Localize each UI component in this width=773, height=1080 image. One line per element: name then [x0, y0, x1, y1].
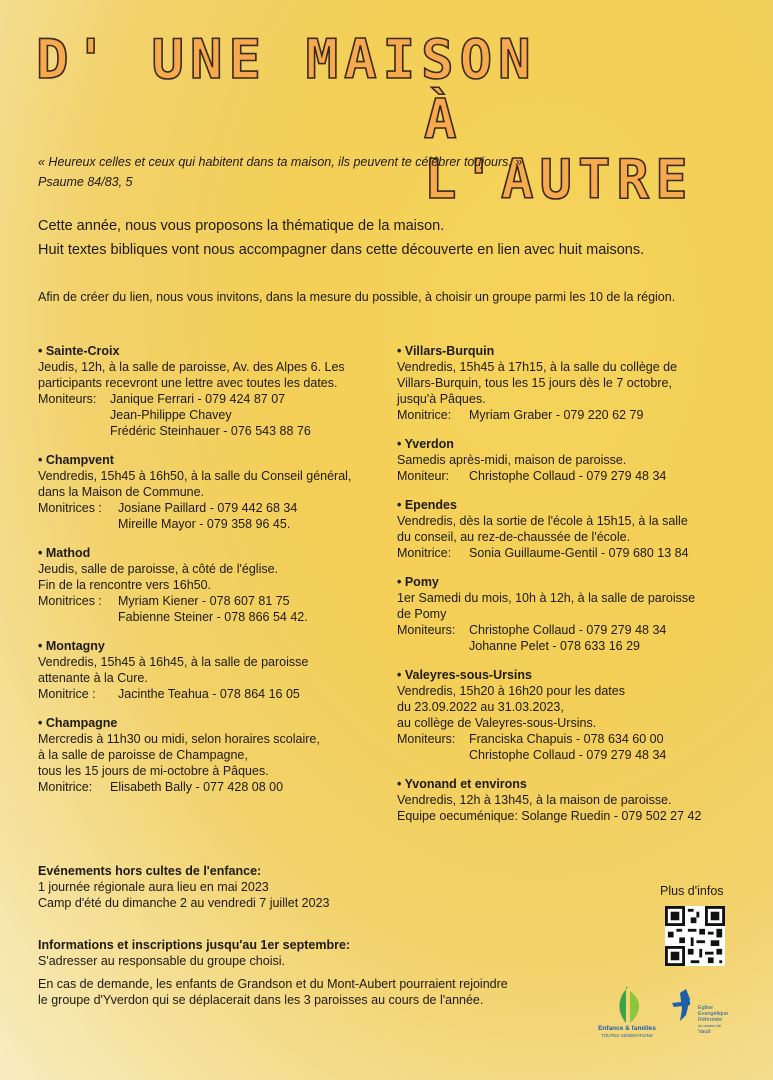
leader-label — [38, 516, 118, 532]
group-description-line: Vendredis, 12h à 13h45, à la maison de paroisse. — [397, 793, 672, 807]
group-name: • Montagny — [38, 639, 105, 653]
leader-row — [38, 423, 388, 439]
group-description-line: Vendredis, 15h45 à 17h15, à la salle du collège de — [397, 360, 678, 374]
leader-row — [397, 731, 747, 747]
group-entry — [38, 452, 388, 532]
eerv-line-5: Vaud — [698, 1029, 711, 1035]
qr-code-icon[interactable] — [665, 906, 725, 966]
group-description-line: Jeudis, 12h, à la salle de paroisse, Av. des Alpes 6. Les — [38, 360, 345, 374]
events-block — [38, 863, 329, 911]
group-name: • Villars-Burquin — [397, 344, 495, 358]
group-description-line: Vendredis, 15h45 à 16h45, à la salle de paroisse — [38, 655, 309, 669]
events-line: Camp d'été du dimanche 2 au vendredi 7 juillet 2023 — [38, 896, 330, 910]
group-description-line: de Pomy — [397, 607, 447, 621]
leaf-icon — [590, 985, 665, 1040]
group-name: • Ependes — [397, 498, 457, 512]
group-description-line: du conseil, au rez-de-chaussée de l'école. — [397, 530, 631, 544]
leader-label: Monitrice: — [38, 780, 93, 794]
groups-left-column — [38, 343, 388, 808]
group-entry — [38, 638, 388, 702]
group-description-line: à la salle de paroisse de Champagne, — [38, 748, 248, 762]
leader-contact: Fabienne Steiner - 078 866 54 42. — [118, 610, 308, 624]
group-description-line: dans la Maison de Commune. — [38, 485, 205, 499]
group-entry — [38, 715, 388, 795]
leader-contact: Jean-Philippe Chavey — [110, 408, 232, 422]
leader-label: Monitrices : — [38, 594, 102, 608]
leader-label: Monitrices : — [38, 501, 102, 515]
leader-row — [397, 638, 747, 654]
bible-quote — [38, 152, 522, 192]
events-line: 1 journée régionale aura lieu en mai 2023 — [38, 880, 269, 894]
note-text: En cas de demande, les enfants de Grandson et du Mont-Aubert pourraient rejoindre le groupe d'Yverdon qui se déplacerait dans les 3 paroisses au cours de l'année. — [38, 977, 508, 1007]
invite-text: Afin de créer du lien, nous vous invitons, dans la mesure du possible, à choisir un groupe parmi les 10 de la région. — [38, 290, 676, 304]
group-description-line: du 23.09.2022 au 31.03.2023, — [397, 700, 564, 714]
group-name: • Pomy — [397, 575, 439, 589]
eerv-line-2: Evangélique — [698, 1011, 729, 1017]
leader-label: Moniteurs: — [38, 392, 97, 406]
leader-label — [38, 407, 110, 423]
group-entry — [38, 343, 388, 439]
leader-label — [38, 609, 118, 625]
leader-row — [38, 391, 388, 407]
more-info-label: Plus d'infos — [660, 884, 724, 898]
group-description-line: Vendredis, dès la sortie de l'école à 15h15, à la salle — [397, 514, 688, 528]
leader-contact: Sonia Guillaume-Gentil - 079 680 13 84 — [469, 546, 689, 560]
enfance-logo-line-2: TOUTES GÉNÉRATIONS — [601, 1033, 653, 1038]
group-entry — [397, 436, 747, 484]
leader-label: Monitrice : — [38, 687, 96, 701]
leader-contact: Myriam Kiener - 078 607 81 75 — [118, 594, 290, 608]
intro-line-1: Cette année, nous vous proposons la thématique de la maison. — [38, 218, 445, 234]
leader-label: Moniteurs: — [397, 623, 456, 637]
quote-text: « Heureux celles et ceux qui habitent dans ta maison, ils peuvent te célébrer toujours. » — [38, 155, 523, 169]
group-name: • Champagne — [38, 716, 118, 730]
title-line-2: À L'AUTRE — [424, 88, 694, 211]
group-name: • Yvonand et environs — [397, 777, 527, 791]
group-description-line: Samedis après-midi, maison de paroisse. — [397, 453, 627, 467]
leader-contact: Christophe Collaud - 079 279 48 34 — [469, 623, 667, 637]
eerv-line-4: du canton de — [698, 1023, 722, 1028]
group-description-line: Vendredis, 15h20 à 16h20 pour les dates — [397, 684, 625, 698]
leader-contact: Frédéric Steinhauer - 076 543 88 76 — [110, 424, 311, 438]
leader-contact: Jacinthe Teahua - 078 864 16 05 — [118, 687, 300, 701]
leader-contact: Janique Ferrari - 079 424 87 07 — [110, 392, 286, 406]
leader-label — [397, 638, 469, 654]
leader-row — [38, 516, 388, 532]
groups-right-column — [397, 343, 747, 837]
group-description-line: jusqu'à Pâques. — [397, 392, 486, 406]
group-description-line: 1er Samedi du mois, 10h à 12h, à la salle de paroisse — [397, 591, 696, 605]
group-description-line: tous les 15 jours de mi-octobre à Pâques. — [38, 764, 269, 778]
leader-row — [38, 407, 388, 423]
inscriptions-block — [38, 937, 350, 969]
group-description-line: Jeudis, salle de paroisse, à côté de l'église. — [38, 562, 279, 576]
leader-row — [38, 500, 388, 516]
leader-label — [397, 747, 469, 763]
enfance-familles-logo — [590, 985, 665, 1040]
intro — [38, 214, 644, 262]
group-description-line: Villars-Burquin, tous les 15 jours dès le 7 octobre, — [397, 376, 672, 390]
group-entry — [397, 667, 747, 763]
leader-contact: Mireille Mayor - 079 358 96 45. — [118, 517, 291, 531]
group-description-line: Vendredis, 15h45 à 16h50, à la salle du Conseil général, — [38, 469, 352, 483]
leader-row — [397, 622, 747, 638]
group-name: • Yverdon — [397, 437, 454, 451]
leader-contact: Elisabeth Bally - 077 428 08 00 — [110, 780, 284, 794]
leader-label: Monitrice: — [397, 408, 452, 422]
leader-contact: Josiane Paillard - 079 442 68 34 — [118, 501, 298, 515]
group-description-line: au collège de Valeyres-sous-Ursins. — [397, 716, 597, 730]
leader-row — [397, 468, 747, 484]
group-name: • Champvent — [38, 453, 114, 467]
title-line-1: D' UNE MAISON — [36, 28, 537, 91]
group-description-line: Mercredis à 11h30 ou midi, selon horaires scolaire, — [38, 732, 320, 746]
group-description-line: participants recevront une lettre avec toutes les dates. — [38, 376, 338, 390]
group-entry — [397, 497, 747, 561]
group-description-line: attenante à la Cure. — [38, 671, 148, 685]
leader-contact: Franciska Chapuis - 078 634 60 00 — [469, 732, 664, 746]
leader-row — [397, 545, 747, 561]
leader-row — [38, 609, 388, 625]
quote-reference: Psaume 84/83, 5 — [38, 175, 133, 189]
group-name: • Sainte-Croix — [38, 344, 120, 358]
leader-row — [397, 407, 747, 423]
leader-contact: Johanne Pelet - 078 633 16 29 — [469, 639, 640, 653]
leader-label: Monitrice: — [397, 546, 452, 560]
leader-label — [38, 423, 110, 439]
leader-row — [397, 747, 747, 763]
inscriptions-line: S'adresser au responsable du groupe choisi. — [38, 954, 285, 968]
group-entry — [397, 776, 747, 824]
church-cross-icon — [668, 985, 738, 1040]
group-description-line: Equipe oecuménique: Solange Ruedin - 079 502 27 42 — [397, 809, 702, 823]
group-name: • Valeyres-sous-Ursins — [397, 668, 532, 682]
inscriptions-heading: Informations et inscriptions jusqu'au 1er septembre: — [38, 938, 351, 952]
leader-row — [38, 779, 388, 795]
leader-label: Moniteur: — [397, 469, 450, 483]
eerv-logo — [668, 985, 738, 1040]
leader-contact: Myriam Graber - 079 220 62 79 — [469, 408, 644, 422]
group-entry — [397, 343, 747, 423]
eerv-line-3: Réformée — [698, 1017, 723, 1023]
leader-contact: Christophe Collaud - 079 279 48 34 — [469, 748, 667, 762]
group-description-line: Fin de la rencontre vers 16h50. — [38, 578, 212, 592]
enfance-logo-line-1: Enfance & familles — [598, 1025, 656, 1032]
leader-label: Moniteurs: — [397, 732, 456, 746]
leader-row — [38, 686, 388, 702]
group-name: • Mathod — [38, 546, 91, 560]
leader-contact: Christophe Collaud - 079 279 48 34 — [469, 469, 667, 483]
leader-row — [38, 593, 388, 609]
events-heading: Evénements hors cultes de l'enfance: — [38, 864, 262, 878]
eerv-line-1: Eglise — [698, 1005, 713, 1011]
group-entry — [397, 574, 747, 654]
group-entry — [38, 545, 388, 625]
intro-line-2: Huit textes bibliques vont nous accompagner dans cette découverte en lien avec huit maisons. — [38, 242, 645, 258]
